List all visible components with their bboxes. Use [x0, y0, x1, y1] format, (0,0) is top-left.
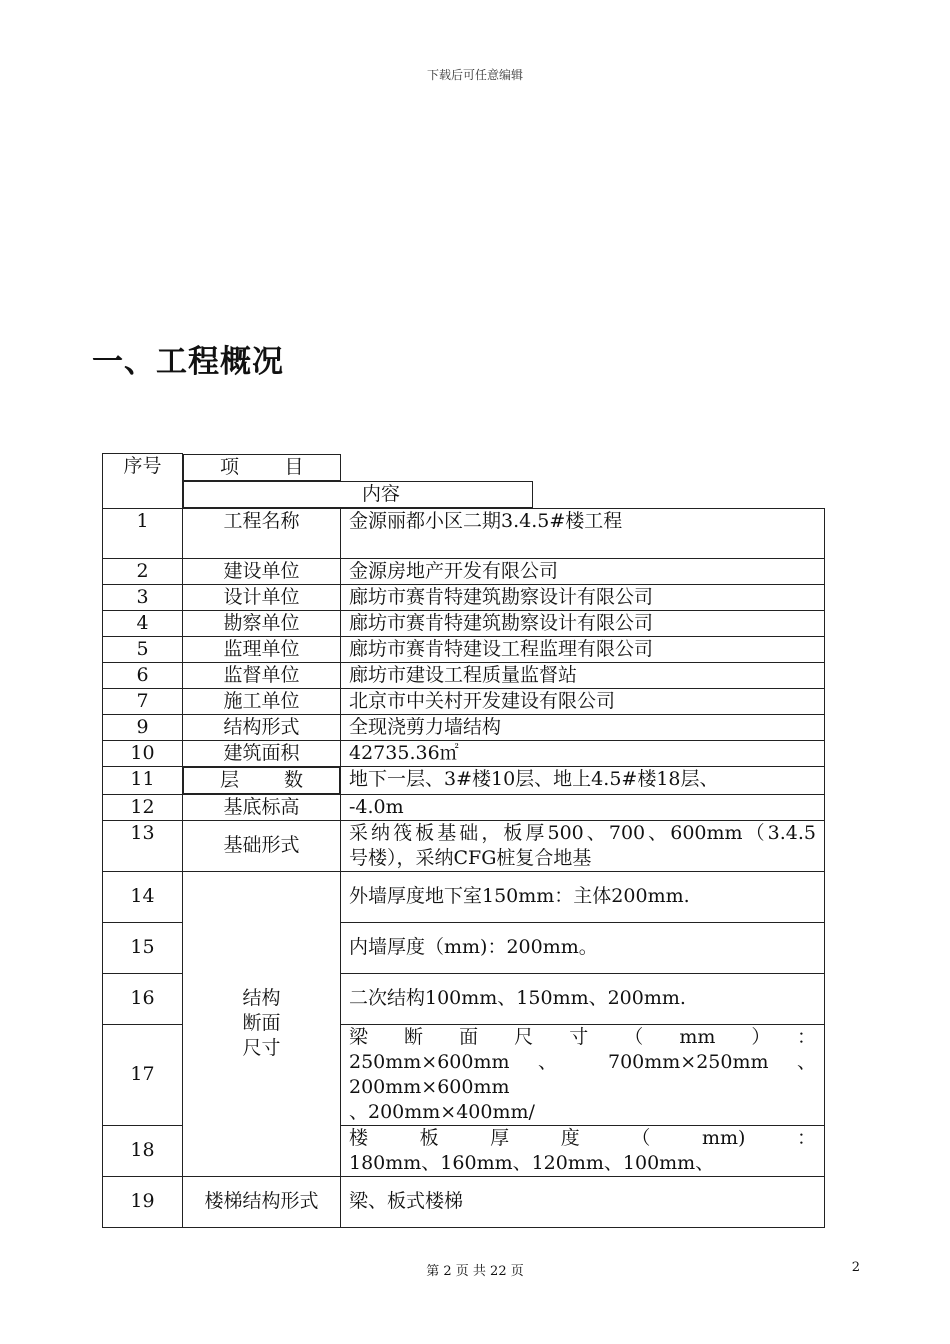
table-row: 16 二次结构100mm、150mm、200mm. [103, 973, 825, 1024]
table-row: 12 基底标高 -4.0m [103, 794, 825, 820]
footer-page-number: 2 [851, 1260, 860, 1275]
table-row: 3 设计单位 廊坊市赛肯特建筑勘察设计有限公司 [103, 584, 825, 610]
table-row: 1 工程名称 金源丽都小区二期3.4.5#楼工程 [103, 508, 825, 558]
section-title: 一、工程概况 [92, 344, 284, 380]
table-row: 15 内墙厚度（mm)：200mm。 [103, 922, 825, 973]
table-row: 5 监理单位 廊坊市赛肯特建设工程监理有限公司 [103, 636, 825, 662]
table-row: 14 结构 断面 尺寸 外墙厚度地下室150mm：主体200mm. [103, 871, 825, 922]
table-row: 17 梁断面尺寸（mm）： 250mm×600mm 、 700mm×250mm 、 200mm×600mm 、200mm×400mm/ [103, 1024, 825, 1125]
merged-label-cell: 结构 断面 尺寸 [183, 871, 341, 1176]
table-row: 2 建设单位 金源房地产开发有限公司 [103, 558, 825, 584]
table-row: 4 勘察单位 廊坊市赛肯特建筑勘察设计有限公司 [103, 610, 825, 636]
table-row: 10 建筑面积 42735.36㎡ [103, 740, 825, 766]
table-row: 11 层 数 地下一层、3#楼10层、地上4.5#楼18层、 [103, 766, 825, 794]
footer-page-text: 第 2 页 共 22 页 [426, 1264, 524, 1279]
header-note: 下载后可任意编辑 [426, 68, 523, 82]
project-overview-table [102, 453, 825, 1228]
table-row: 9 结构形式 全现浇剪力墙结构 [103, 714, 825, 740]
table-row: 19 楼梯结构形式 梁、板式楼梯 [103, 1176, 825, 1227]
header-item: 项 目 [183, 454, 341, 481]
table-row: 13 基础形式 采纳筏板基础，板厚500、700、600mm（3.4.5 号楼），采纳CFG桩复合地基 [103, 820, 825, 871]
table-row: 18 楼板厚度（mm)： 180mm、160mm、120mm、100mm、 [103, 1125, 825, 1176]
table-header-row [103, 454, 825, 509]
header-seq: 序号 [103, 454, 183, 509]
header-content: 内 容 [183, 481, 533, 508]
table-row: 6 监督单位 廊坊市建设工程质量监督站 [103, 662, 825, 688]
table-row: 7 施工单位 北京市中关村开发建设有限公司 [103, 688, 825, 714]
